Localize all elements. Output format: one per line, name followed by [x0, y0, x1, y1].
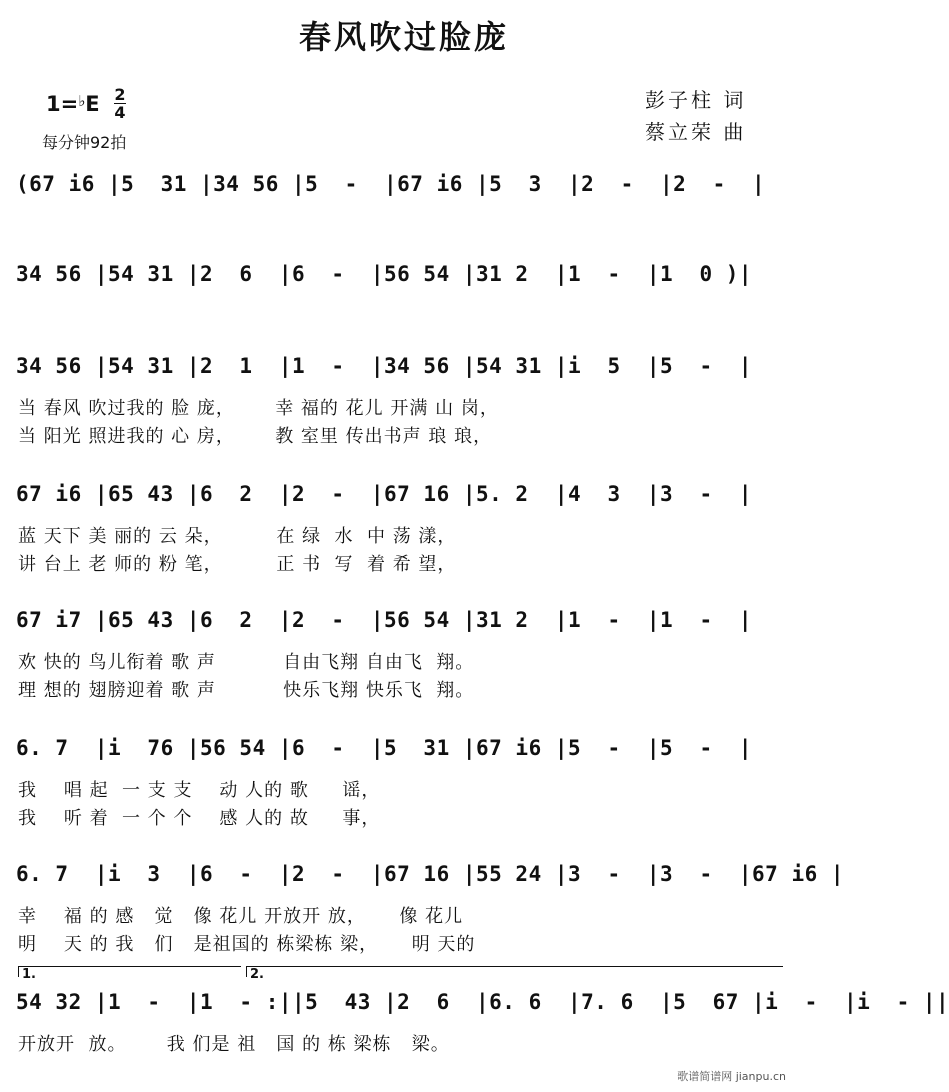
lyric-row-6-verse-1: 我 唱 起 一 支 支 动 人的 歌 谣，	[18, 780, 381, 801]
song-title: 春风吹过脸庞	[298, 18, 509, 56]
flat-sign: ♭	[78, 92, 86, 110]
first-ending-label: 1.	[22, 967, 36, 982]
time-numerator: 2	[114, 85, 126, 104]
lyric-row-5-verse-2: 理 想的 翅膀迎着 歌 声 快乐飞翔 快乐飞 翔。	[18, 680, 475, 701]
site-watermark: 歌谱简谱网 jianpu.cn	[677, 1070, 786, 1083]
lyric-row-3-verse-1: 当 春风 吹过我的 脸 庞， 幸 福的 花儿 开满 山 岗，	[18, 398, 499, 419]
lyric-row-5-verse-1: 欢 快的 鸟儿衔着 歌 声 自由飞翔 自由飞 翔。	[18, 652, 475, 673]
lyric-row-7-verse-1: 幸 福 的 感 觉 像 花儿 开放开 放， 像 花儿	[18, 906, 464, 927]
key-letter: E	[85, 92, 100, 116]
notation-row-7: 6. 7 |i 3 |6 - |2 - |67 16 |55 24 |3 - |3 - |67 i6 |	[16, 862, 845, 886]
lyric-row-8-verse-1: 开放开 放。 我 们是 祖 国 的 栋 梁栋 梁。	[18, 1034, 450, 1055]
notation-row-3: 34 56 |54 31 |2 1 |1 - |34 56 |54 31 |i 5 |5 - |	[16, 354, 753, 378]
second-ending-label: 2.	[250, 967, 264, 982]
notation-row-6: 6. 7 |i 76 |56 54 |6 - |5 31 |67 i6 |5 - |5 - |	[16, 736, 753, 760]
tempo-marking: 每分钟92拍	[42, 133, 127, 152]
first-ending-bracket	[18, 966, 241, 977]
notation-row-1: (67 i6 |5 31 |34 56 |5 - |67 i6 |5 3 |2 - |2 - |	[16, 172, 766, 196]
lyric-row-7-verse-2: 明 天 的 我 们 是祖国的 栋梁栋 梁， 明 天的	[18, 934, 476, 955]
time-signature	[114, 86, 126, 121]
notation-row-5: 67 i7 |65 43 |6 2 |2 - |56 54 |31 2 |1 - |1 - |	[16, 608, 753, 632]
time-denominator: 4	[114, 103, 126, 122]
second-ending-bracket	[246, 966, 783, 977]
composer-credit: 蔡立荣 曲	[645, 120, 747, 144]
key-prefix: 1=	[46, 92, 79, 116]
notation-row-4: 67 i6 |65 43 |6 2 |2 - |67 16 |5. 2 |4 3 |3 - |	[16, 482, 753, 506]
key-signature	[46, 92, 100, 116]
lyric-row-4-verse-1: 蓝 天下 美 丽的 云 朵， 在 绿 水 中 荡 漾，	[18, 526, 457, 547]
notation-row-8: 54 32 |1 - |1 - :||5 43 |2 6 |6. 6 |7. 6 |5 67 |i - |i - ||	[16, 990, 949, 1014]
lyric-row-4-verse-2: 讲 台上 老 师的 粉 笔， 正 书 写 着 希 望，	[18, 554, 457, 575]
lyric-row-6-verse-2: 我 听 着 一 个 个 感 人的 故 事，	[18, 808, 381, 829]
notation-row-2: 34 56 |54 31 |2 6 |6 - |56 54 |31 2 |1 - |1 0 )|	[16, 262, 753, 286]
lyric-row-3-verse-2: 当 阳光 照进我的 心 房， 教 室里 传出书声 琅 琅，	[18, 426, 493, 447]
lyricist-credit: 彭子柱 词	[645, 88, 747, 112]
